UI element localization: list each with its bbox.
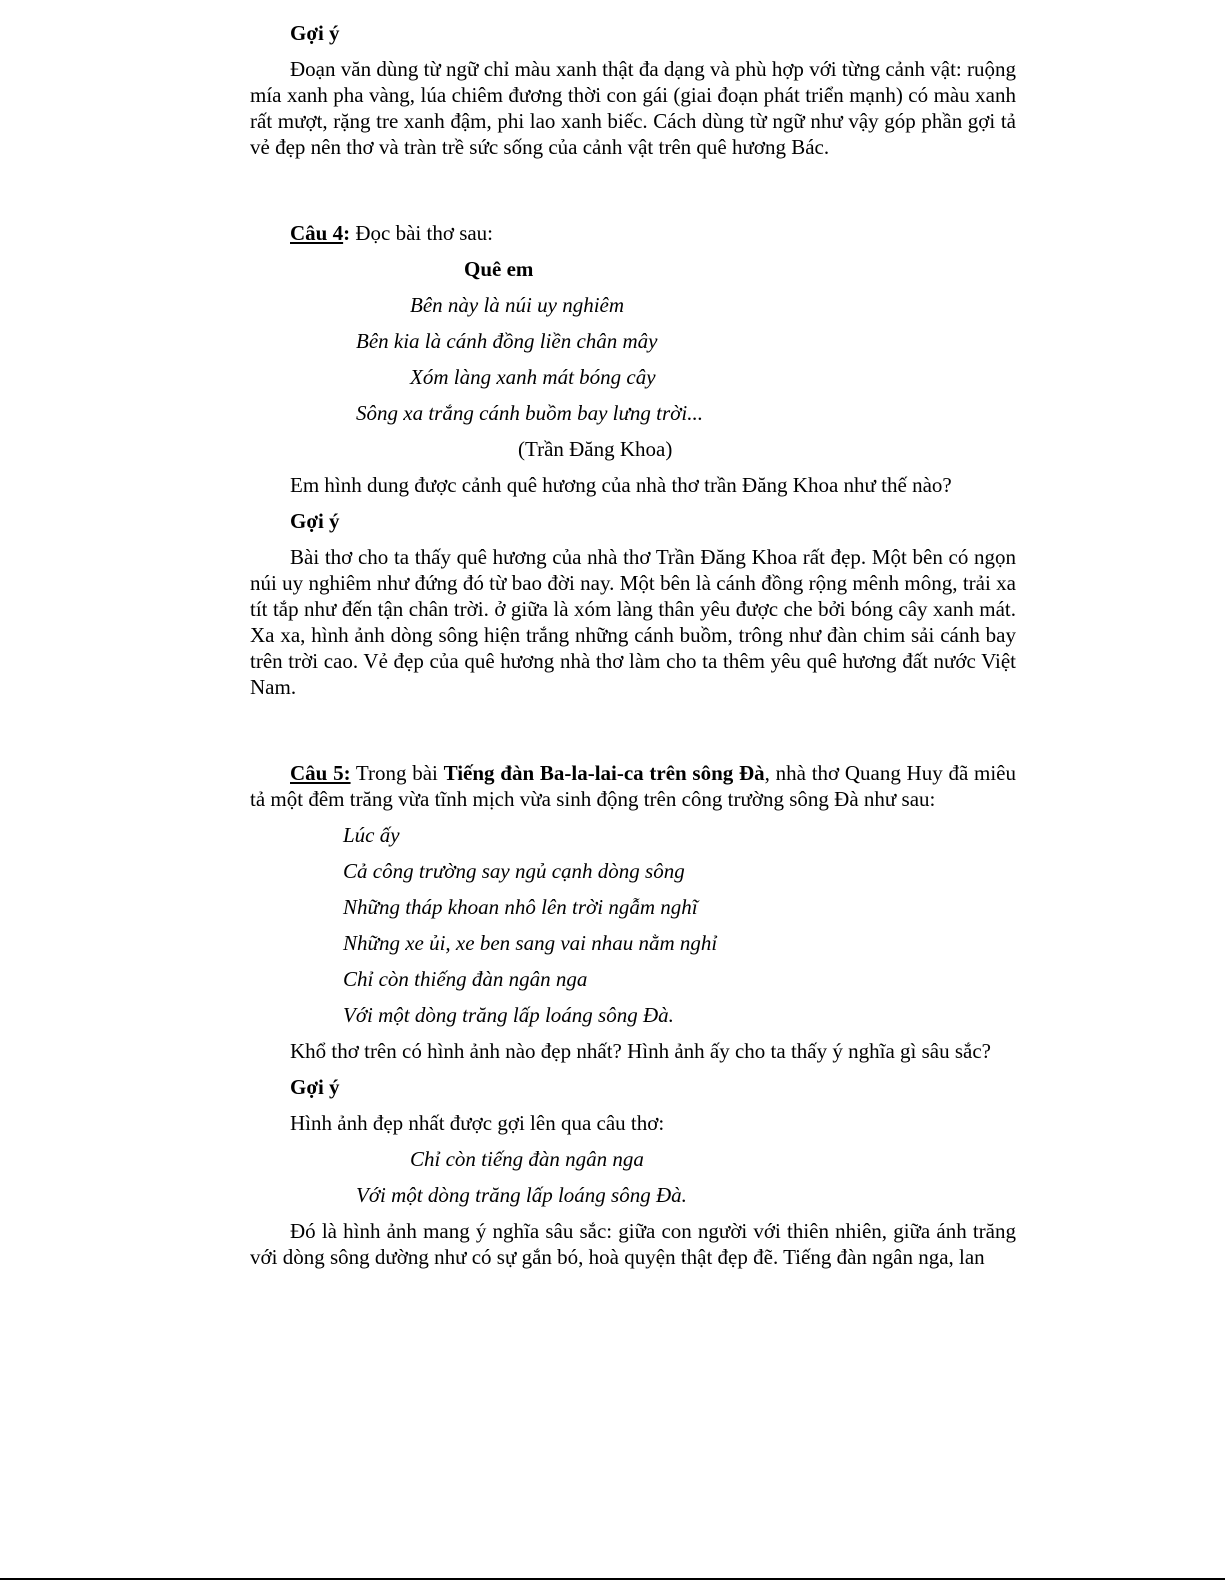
poem-line: Bên kia là cánh đồng liền chân mây <box>356 329 658 353</box>
question-4-colon: : <box>343 221 351 245</box>
poem-line: Chỉ còn thiếng đàn ngân nga <box>343 967 588 991</box>
question-5-label: Câu 5: <box>290 761 351 785</box>
poem-line: Xóm làng xanh mát bóng cây <box>410 365 656 389</box>
question-5-intro <box>250 760 1016 812</box>
document-page <box>250 20 1016 1270</box>
poem-line: Với một dòng trăng lấp loáng sông Đà. <box>343 1003 674 1027</box>
poem-line: Bên này là núi uy nghiêm <box>410 293 625 317</box>
hint-heading-2: Gợi ý <box>290 509 340 533</box>
poem-line: Những xe ủi, xe ben sang vai nhau nằm nghỉ <box>343 931 718 955</box>
hint-paragraph-3: Đó là hình ảnh mang ý nghĩa sâu sắc: giữa con người với thiên nhiên, giữa ánh trăng với dòng sông dường như có sự gắn bó, hoà quyện thật đẹp đẽ. Tiếng đàn ngân nga, lan <box>250 1219 1016 1269</box>
quote-line: Với một dòng trăng lấp loáng sông Đà. <box>356 1183 687 1207</box>
hint-paragraph-1: Đoạn văn dùng từ ngữ chỉ màu xanh thật đa dạng và phù hợp với từng cảnh vật: ruộng mía xanh pha vàng, lúa chiêm đương thời con gái (giai đoạn phát triển mạnh) có màu xanh rất mượt, rặng tre xanh đậm, phi lao xanh biếc. Cách dùng từ ngữ như vậy góp phần gợi tả vẻ đẹp nên thơ và tràn trề sức sống của cảnh vật trên quê hương Bác. <box>250 57 1016 159</box>
question-4-text: Em hình dung được cảnh quê hương của nhà thơ trần Đăng Khoa như thế nào? <box>290 473 952 497</box>
page-bottom-rule <box>0 1578 1225 1580</box>
hint-paragraph-2: Bài thơ cho ta thấy quê hương của nhà thơ Trần Đăng Khoa rất đẹp. Một bên có ngọn núi uy nghiêm như đứng đó từ bao đời nay. Một bên là cánh đồng rộng mênh mông, trải xa tít tắp như đến tận chân trời. ở giữa là xóm làng thân yêu được che bởi bóng cây xanh mát. Xa xa, hình ảnh dòng sông hiện trắng những cánh buồm, trông như đàn chim sải cánh bay trên trời cao. Vẻ đẹp của quê hương nhà thơ làm cho ta thêm yêu quê hương đất nước Việt Nam. <box>250 545 1016 699</box>
poem-line: Lúc ấy <box>343 823 400 847</box>
hint-heading-3: Gợi ý <box>290 1075 340 1099</box>
poem-line: Cả công trường say ngủ cạnh dòng sông <box>343 859 685 883</box>
quote-line: Chỉ còn tiếng đàn ngân nga <box>410 1147 644 1171</box>
poem-line: Những tháp khoan nhô lên trời ngẫm nghĩ <box>343 895 698 919</box>
hint-heading-1: Gợi ý <box>290 21 340 45</box>
question-5-intro-before: Trong bài <box>350 761 444 785</box>
poem-title-que-em: Quê em <box>464 257 534 281</box>
answer-intro: Hình ảnh đẹp nhất được gợi lên qua câu thơ: <box>290 1111 665 1135</box>
question-4-prompt: Đọc bài thơ sau: <box>350 221 494 245</box>
poem-line: Sông xa trắng cánh buồm bay lưng trời... <box>356 401 703 425</box>
poem-name: Tiếng đàn Ba-la-lai-ca trên sông Đà <box>443 761 765 785</box>
question-4-label: Câu 4 <box>290 221 344 245</box>
question-5-intro-after: , nhà thơ Quang Huy đã miêu tả một đêm trăng vừa tĩnh mịch vừa sinh động trên công trường sông Đà như sau: <box>250 761 1016 811</box>
question-5-text: Khổ thơ trên có hình ảnh nào đẹp nhất? Hình ảnh ấy cho ta thấy ý nghĩa gì sâu sắc? <box>290 1039 991 1063</box>
poem-author: (Trần Đăng Khoa) <box>518 437 673 461</box>
question-4-line <box>290 220 1016 246</box>
